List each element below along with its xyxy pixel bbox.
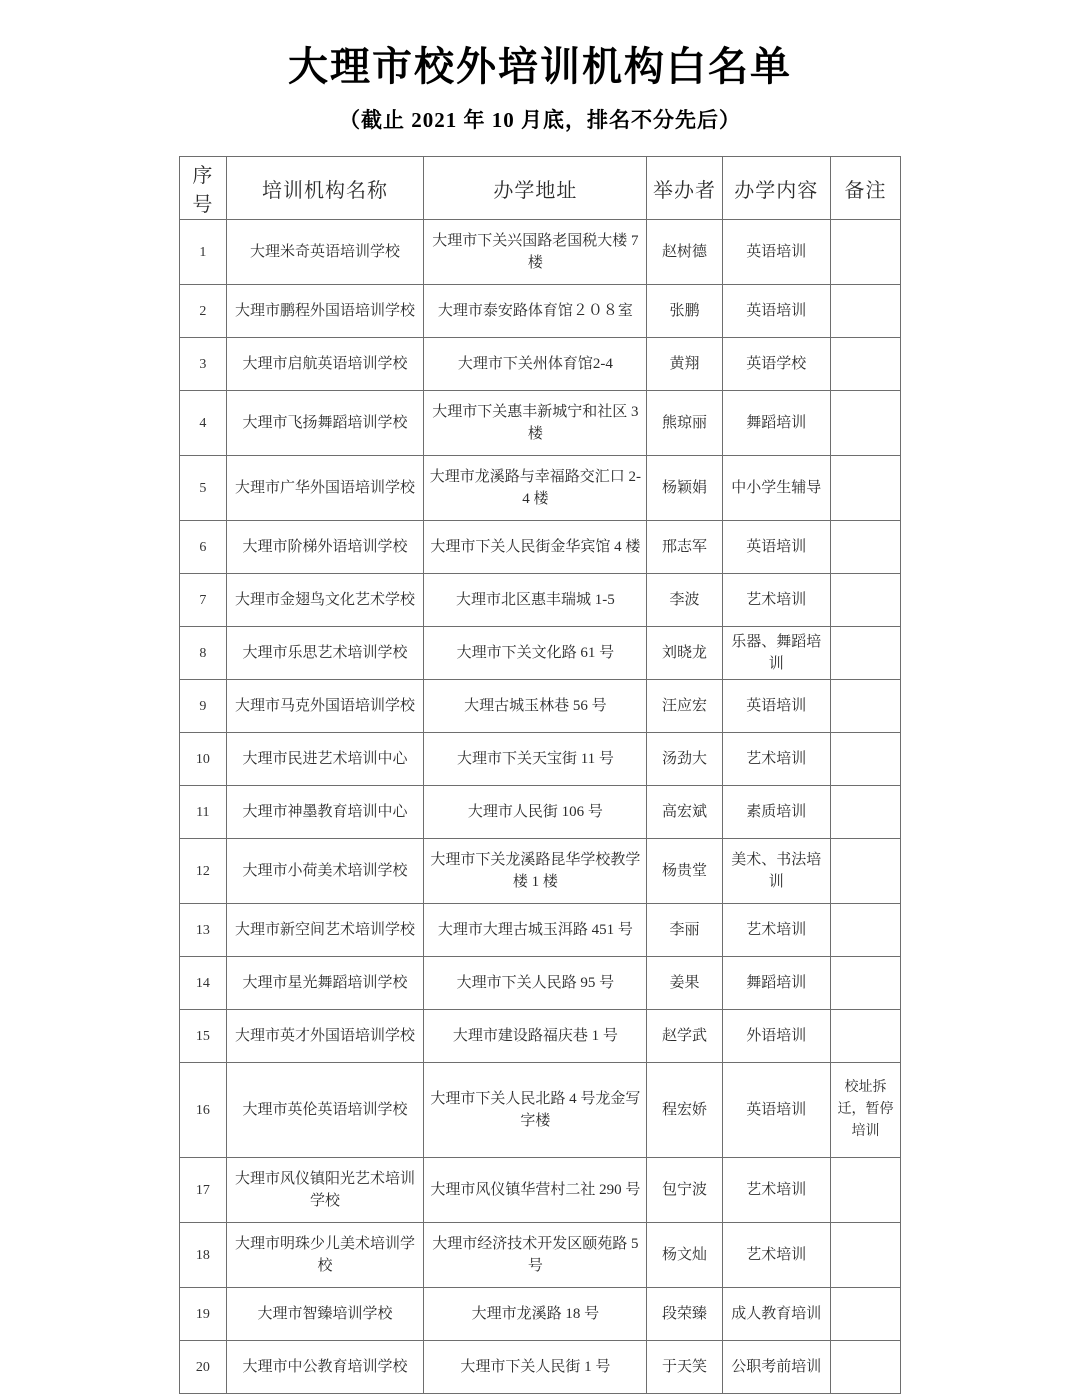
cell-name: 大理市乐思艺术培训学校 — [226, 627, 424, 680]
cell-owner: 杨贵堂 — [647, 839, 722, 904]
cell-index: 18 — [180, 1223, 227, 1288]
cell-content: 艺术培训 — [722, 1223, 831, 1288]
cell-name: 大理市鹏程外国语培训学校 — [226, 285, 424, 338]
column-header-address: 办学地址 — [424, 157, 647, 220]
cell-name: 大理市民进艺术培训中心 — [226, 733, 424, 786]
cell-address: 大理市大理古城玉洱路 451 号 — [424, 904, 647, 957]
cell-owner: 杨颖娟 — [647, 456, 722, 521]
cell-index: 16 — [180, 1063, 227, 1158]
table-row — [180, 1158, 901, 1223]
cell-name: 大理市智臻培训学校 — [226, 1288, 424, 1341]
page-title: 大理市校外培训机构白名单 — [288, 44, 792, 90]
cell-address: 大理市下关天宝街 11 号 — [424, 733, 647, 786]
cell-content: 艺术培训 — [722, 733, 831, 786]
table-row — [180, 456, 901, 521]
cell-address: 大理市下关人民街金华宾馆 4 楼 — [424, 521, 647, 574]
cell-name: 大理市金翅鸟文化艺术学校 — [226, 574, 424, 627]
table-header — [180, 157, 901, 220]
cell-note — [831, 1341, 901, 1394]
cell-note: 校址拆迁，暂停培训 — [831, 1063, 901, 1158]
cell-index: 9 — [180, 680, 227, 733]
cell-name: 大理市星光舞蹈培训学校 — [226, 957, 424, 1010]
table-row — [180, 839, 901, 904]
table-row — [180, 1223, 901, 1288]
cell-owner: 汤劲大 — [647, 733, 722, 786]
table-body — [180, 220, 901, 1394]
cell-content: 舞蹈培训 — [722, 391, 831, 456]
cell-index: 20 — [180, 1341, 227, 1394]
cell-name: 大理市风仪镇阳光艺术培训学校 — [226, 1158, 424, 1223]
cell-index: 17 — [180, 1158, 227, 1223]
cell-owner: 李波 — [647, 574, 722, 627]
cell-content: 素质培训 — [722, 786, 831, 839]
cell-index: 1 — [180, 220, 227, 285]
cell-content: 英语学校 — [722, 338, 831, 391]
cell-index: 15 — [180, 1010, 227, 1063]
cell-content: 艺术培训 — [722, 904, 831, 957]
column-header-content: 办学内容 — [722, 157, 831, 220]
cell-owner: 段荣臻 — [647, 1288, 722, 1341]
column-header-owner: 举办者 — [647, 157, 722, 220]
cell-owner: 赵学武 — [647, 1010, 722, 1063]
cell-address: 大理市风仪镇华营村二社 290 号 — [424, 1158, 647, 1223]
cell-content: 成人教育培训 — [722, 1288, 831, 1341]
table-row — [180, 1010, 901, 1063]
table-row — [180, 1288, 901, 1341]
table-row — [180, 680, 901, 733]
cell-index: 11 — [180, 786, 227, 839]
cell-content: 英语培训 — [722, 680, 831, 733]
cell-content: 美术、书法培训 — [722, 839, 831, 904]
page-subtitle: （截止 2021 年 10 月底，排名不分先后） — [339, 108, 741, 132]
table-row — [180, 391, 901, 456]
cell-content: 艺术培训 — [722, 1158, 831, 1223]
cell-name: 大理市马克外国语培训学校 — [226, 680, 424, 733]
cell-owner: 赵树德 — [647, 220, 722, 285]
cell-note — [831, 220, 901, 285]
cell-address: 大理市龙溪路 18 号 — [424, 1288, 647, 1341]
table-row — [180, 220, 901, 285]
column-header-note: 备注 — [831, 157, 901, 220]
cell-address: 大理市下关文化路 61 号 — [424, 627, 647, 680]
table-row — [180, 521, 901, 574]
cell-name: 大理米奇英语培训学校 — [226, 220, 424, 285]
cell-content: 英语培训 — [722, 220, 831, 285]
cell-address: 大理市下关人民街 1 号 — [424, 1341, 647, 1394]
cell-note — [831, 285, 901, 338]
whitelist-table — [179, 156, 901, 1394]
cell-note — [831, 904, 901, 957]
cell-content: 艺术培训 — [722, 574, 831, 627]
cell-note — [831, 1288, 901, 1341]
column-header-index: 序号 — [180, 157, 227, 220]
cell-index: 13 — [180, 904, 227, 957]
cell-index: 14 — [180, 957, 227, 1010]
cell-content: 英语培训 — [722, 521, 831, 574]
cell-index: 7 — [180, 574, 227, 627]
cell-note — [831, 456, 901, 521]
cell-content: 英语培训 — [722, 1063, 831, 1158]
cell-note — [831, 786, 901, 839]
table-row — [180, 786, 901, 839]
table-row — [180, 338, 901, 391]
cell-address: 大理市下关人民路 95 号 — [424, 957, 647, 1010]
cell-address: 大理市下关州体育馆2-4 — [424, 338, 647, 391]
cell-content: 舞蹈培训 — [722, 957, 831, 1010]
cell-content: 外语培训 — [722, 1010, 831, 1063]
cell-note — [831, 680, 901, 733]
cell-owner: 张鹏 — [647, 285, 722, 338]
cell-note — [831, 338, 901, 391]
cell-address: 大理市北区惠丰瑞城 1-5 — [424, 574, 647, 627]
cell-note — [831, 391, 901, 456]
cell-owner: 包宁波 — [647, 1158, 722, 1223]
cell-address: 大理市经济技术开发区颐苑路 5 号 — [424, 1223, 647, 1288]
cell-name: 大理市中公教育培训学校 — [226, 1341, 424, 1394]
cell-owner: 杨文灿 — [647, 1223, 722, 1288]
table-row — [180, 627, 901, 680]
cell-owner: 邢志军 — [647, 521, 722, 574]
cell-address: 大理市人民街 106 号 — [424, 786, 647, 839]
cell-note — [831, 1158, 901, 1223]
cell-name: 大理市英才外国语培训学校 — [226, 1010, 424, 1063]
cell-content: 中小学生辅导 — [722, 456, 831, 521]
cell-owner: 高宏斌 — [647, 786, 722, 839]
cell-note — [831, 627, 901, 680]
cell-note — [831, 1223, 901, 1288]
cell-index: 4 — [180, 391, 227, 456]
cell-name: 大理市神墨教育培训中心 — [226, 786, 424, 839]
cell-name: 大理市启航英语培训学校 — [226, 338, 424, 391]
cell-note — [831, 733, 901, 786]
table-row — [180, 1063, 901, 1158]
cell-owner: 汪应宏 — [647, 680, 722, 733]
table-row — [180, 574, 901, 627]
table-row — [180, 733, 901, 786]
cell-address: 大理市龙溪路与幸福路交汇口 2-4 楼 — [424, 456, 647, 521]
cell-content: 公职考前培训 — [722, 1341, 831, 1394]
cell-owner: 姜果 — [647, 957, 722, 1010]
cell-address: 大理市泰安路体育馆２０８室 — [424, 285, 647, 338]
cell-name: 大理市明珠少儿美术培训学校 — [226, 1223, 424, 1288]
cell-note — [831, 839, 901, 904]
cell-content: 英语培训 — [722, 285, 831, 338]
cell-note — [831, 574, 901, 627]
cell-note — [831, 957, 901, 1010]
cell-owner: 于天笑 — [647, 1341, 722, 1394]
cell-index: 8 — [180, 627, 227, 680]
cell-index: 2 — [180, 285, 227, 338]
cell-index: 19 — [180, 1288, 227, 1341]
cell-name: 大理市阶梯外语培训学校 — [226, 521, 424, 574]
cell-name: 大理市小荷美术培训学校 — [226, 839, 424, 904]
cell-address: 大理市下关兴国路老国税大楼 7 楼 — [424, 220, 647, 285]
cell-index: 3 — [180, 338, 227, 391]
column-header-name: 培训机构名称 — [226, 157, 424, 220]
cell-name: 大理市新空间艺术培训学校 — [226, 904, 424, 957]
cell-note — [831, 521, 901, 574]
header-row — [180, 157, 901, 220]
table-row — [180, 904, 901, 957]
cell-name: 大理市广华外国语培训学校 — [226, 456, 424, 521]
cell-address: 大理市下关惠丰新城宁和社区 3 楼 — [424, 391, 647, 456]
table-row — [180, 957, 901, 1010]
cell-address: 大理市建设路福庆巷 1 号 — [424, 1010, 647, 1063]
cell-note — [831, 1010, 901, 1063]
cell-content: 乐器、舞蹈培训 — [722, 627, 831, 680]
cell-index: 6 — [180, 521, 227, 574]
cell-address: 大理古城玉林巷 56 号 — [424, 680, 647, 733]
cell-owner: 程宏娇 — [647, 1063, 722, 1158]
table-row — [180, 1341, 901, 1394]
cell-owner: 熊琼丽 — [647, 391, 722, 456]
cell-owner: 刘晓龙 — [647, 627, 722, 680]
cell-index: 5 — [180, 456, 227, 521]
cell-address: 大理市下关龙溪路昆华学校教学楼 1 楼 — [424, 839, 647, 904]
cell-index: 12 — [180, 839, 227, 904]
table-container — [179, 134, 901, 1394]
cell-name: 大理市英伦英语培训学校 — [226, 1063, 424, 1158]
table-row — [180, 285, 901, 338]
cell-index: 10 — [180, 733, 227, 786]
cell-name: 大理市飞扬舞蹈培训学校 — [226, 391, 424, 456]
cell-owner: 李丽 — [647, 904, 722, 957]
cell-address: 大理市下关人民北路 4 号龙金写字楼 — [424, 1063, 647, 1158]
cell-owner: 黄翔 — [647, 338, 722, 391]
